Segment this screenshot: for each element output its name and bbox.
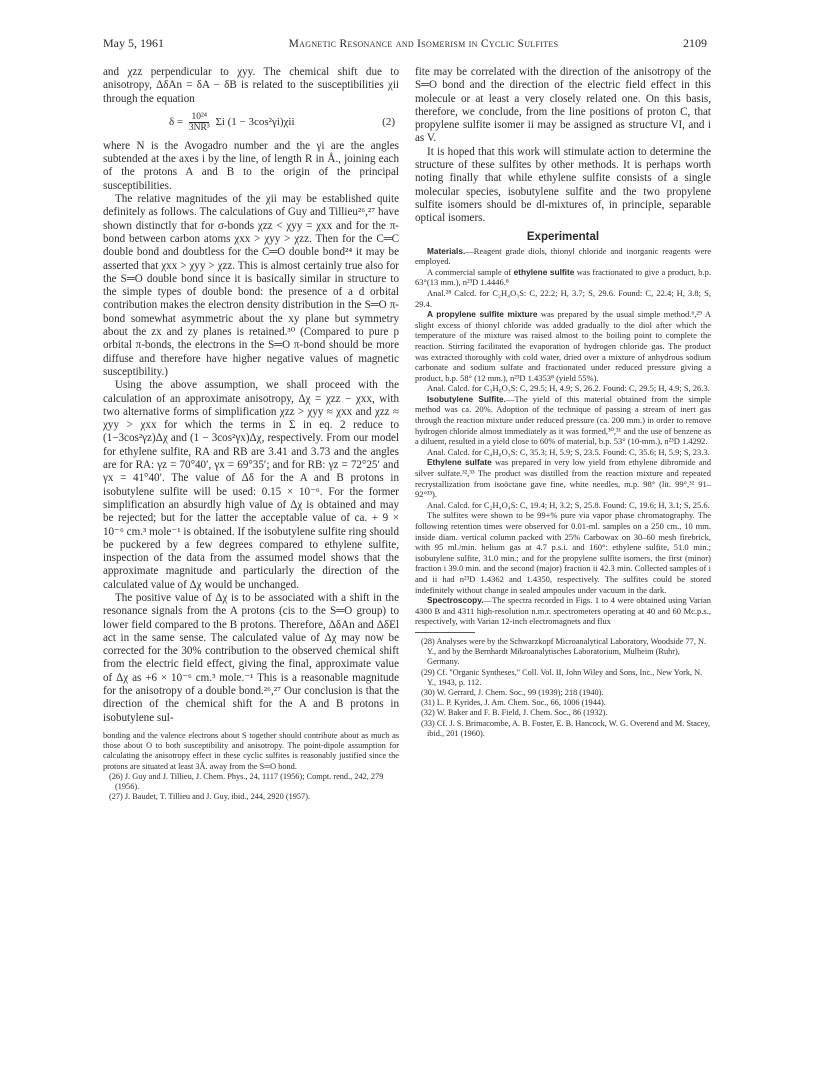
left-footnotes <box>103 731 399 802</box>
materials-paragraph <box>415 246 711 267</box>
equation-fraction <box>189 112 210 133</box>
footnote-29: (29) Cf. "Organic Syntheses," Coll. Vol. II, John Wiley and Sons, Inc., New York, N. Y., 1943, p. 112. <box>421 667 703 687</box>
spectroscopy-paragraph <box>415 595 711 627</box>
ethylene-sulfite-text: was fractionated to give a product, b.p. 63°(13 mm.), n²³D 1.4446.⁸ <box>415 266 711 288</box>
materials-heading: Materials. <box>427 245 466 256</box>
ethylene-sulfite-intro: A commercial sample of <box>427 266 514 277</box>
footnote-26: (26) J. Guy and J. Tillieu, J. Chem. Phys., 24, 1117 (1956); Compt. rend., 242, 279 (1956). <box>109 771 384 791</box>
footnote-continuation: bonding and the valence electrons about S together should contribute about as much as those about O to both susceptibility and anisotropy. The point-dipole assumption for calculating the anisotropy effect in these cyclic sulfites is reasonably justified since the protons are situated at least 3Å. away from the S═O bond. <box>103 730 399 771</box>
right-footnotes <box>415 637 711 739</box>
equation-lhs: δ = <box>169 115 184 128</box>
isobutylene-sulfite-text: —The yield of this material obtained from the simple method was ca. 20%. Adoption of the technique of passing a stream of inert gas through the reaction mixture under reduced pressure (ca. 200 mm.) in order to remove hydrogen chloride almost immediately as it was formed,³⁰,³¹ and the use of benzene as a diluent, resulted in a yield close to 60% of material, b.p. 53° (10-mm.), n²³D 1.4292. <box>415 393 711 447</box>
ethylene-sulfite-paragraph <box>415 267 711 288</box>
page-header <box>103 36 707 52</box>
ethylene-sulfate-text: was prepared in very low yield from ethylene dibromide and silver sulfate.³²,³³ The product was distilled from the reaction mixture and repeated recrystallization from isoöctane gave fine, white needles, m.p. 98° (lit. 99°,³² 91–92°³³). <box>415 457 711 500</box>
equation-body <box>169 112 295 133</box>
left-paragraph-5: The positive value of Δχ is to be associated with a shift in the resonance signals from the A protons (cis to the S═O group) to lower field compared to the B protons. Therefore, ΔδAn and ΔδEl act in the same sense. The calculated value of Δχ may now be corrected for the 30% contribution to the observed chemical shift from the electric field effect, giving the final, approximate value of Δχ as +6 × 10⁻⁶ cm.³ mole.⁻¹ This is a reasonable magnitude for the anisotropy of a double bond.²⁶,²⁷ Our conclusion is that the direction of the chemical shift for the A and B protons in isobutylene sul- <box>103 591 399 724</box>
left-paragraph-4: Using the above assumption, we shall proceed with the calculation of an approximate anisotropy, Δχ = χzz − χxx, with two alternative forms of simplification χzz > χyy ≈ χxx and χzz ≈ χyy > χxx for which the terms in Σ in eq. 2 reduce to (1−3cos²γz)Δχ and (1 − 3cos²γx)Δχ, respectively. From our model for ethylene sulfite, RA and RB are 3.41 and 3.73 and the angles are for RA: γz = 70°40′, γx = 69°35′; and for RB: γz = 72°25′ and γx = 41°40′. The value of Δδ for the A and B protons in isobutylene sulfite will be used: 0.15 × 10⁻⁶. For the former simplification an absurdly high value of Δχ is obtained and may be rejected; but for the latter the acceptable value of ca. + 9 × 10⁻⁶ cm.³ mole⁻¹ is obtained. If the isobutylene sulfite ring should be puckered by a few degrees compared to ethylene sulfite, inspection of the data from the assumed model shows that the approximate magnitude and particularly the direction of the calculated value of Δχ would be unchanged. <box>103 379 399 591</box>
materials-text: —Reagent grade diols, thionyl chloride and inorganic reagents were employed. <box>415 245 711 267</box>
analysis-ethylene-sulfate: Anal. Calcd. for C₂H₄O₄S: C, 19.4; H, 3.2; S, 25.8. Found: C, 19.6; H, 3.1; S, 25.6. <box>427 499 710 510</box>
analysis-isobutylene-sulfite: Anal. Calcd. for C₄H₈O₃S: C, 35.3; H, 5.9; S, 23.5. Found: C, 35.6; H, 5.9; S, 23.3. <box>427 446 710 457</box>
ethylene-sulfate-heading: Ethylene sulfate <box>427 457 492 468</box>
footnote-28: (28) Analyses were by the Schwarzkopf Microanalytical Laboratory, Woodside 77, N. Y., and by the Bernhardt Mikroanalytisches Laboratorium, Mulheim (Ruhr), Germany. <box>421 636 707 667</box>
equation-numerator: 10²⁴ <box>191 111 208 122</box>
ethylene-sulfite-heading: ethylene sulfite <box>513 266 575 277</box>
isobutylene-sulfite-heading: Isobutylene Sulfite. <box>427 393 506 404</box>
footnote-divider <box>415 632 475 633</box>
footnote-27: (27) J. Baudet, T. Tillieu and J. Guy, ibid., 244, 2920 (1957). <box>109 792 311 802</box>
footnote-32: (32) W. Baker and F. B. Field, J. Chem. Soc., 86 (1932). <box>421 708 608 718</box>
equation-denominator: 3NR³ <box>188 122 210 133</box>
right-column <box>415 66 711 739</box>
spectroscopy-text: —The spectra recorded in Figs. 1 to 4 were obtained using Varian 4300 B and 4311 high-resolution n.m.r. spectrometers operating at 40 and 60 Mc.p.s., respectively, with Varian 12-inch electromagnets and flux <box>415 595 711 627</box>
header-page-number: 2109 <box>683 36 707 50</box>
analysis-ethylene-sulfite: Anal.²⁸ Calcd. for C₂H₄O₃S: C, 22.2; H, 3.7; S, 29.6. Found: C, 22.4; H, 3.8; S, 29.4. <box>415 287 711 309</box>
footnote-33: (33) Cf. J. S. Brimacombe, A. B. Foster, E. B. Hancock, W. G. Overend and M. Stacey, ibid., 201 (1960). <box>421 718 711 738</box>
footnote-31: (31) L. P. Kyrides, J. Am. Chem. Soc., 66, 1006 (1944). <box>421 698 606 708</box>
ethylene-sulfate-paragraph <box>415 457 711 499</box>
chromatography-paragraph: The sulfites were shown to be 99+% pure via vapor phase chromatography. The following retention times were observed for 0.01-ml. samples on a 250 cm., 10 mm. inside diam. vertical column packed with 25% Carbowax on 30–60 mesh firebrick, with 95 ml./min. helium gas at 4.7 p.s.i. and 160°: ethylene sulfite, 51.0 min.; isobutylene sulfite, 31.0 min.; and for the propylene sulfite isomers, the first (minor) fraction i 39.0 min. and the second (major) fraction ii 42.3 min. Collected samples of i and ii had n²³D 1.4362 and 1.4350, respectively. The sulfites could be stored indefinitely without change in sealed ampoules under vacuum in the dark. <box>415 510 711 595</box>
isobutylene-sulfite-paragraph <box>415 394 711 447</box>
left-paragraph-2: where N is the Avogadro number and the γi are the angles subtended at the axes i by the line, of length R in Å., joining each of the protons A and B to the origin of the principal susceptibilities. <box>103 139 399 192</box>
right-paragraph-2: It is hoped that this work will stimulate action to determine the structure of these sulfites by other methods. It is perhaps worth noting finally that while ethylene sulfite consists of a single molecular species, isobutylene sulfite and the two propylene sulfite isomers should be dl-mixtures of, in principle, separable optical isomers. <box>415 145 711 225</box>
right-paragraph-1: fite may be correlated with the direction of the anisotropy of the S═O bond and the direction of the electric field effect in this molecule or at least a very closely related one. On this basis, therefore, we conclude, from the line positions of proton C, that propylene sulfite isomer ii may be assigned as structure VI, and i as V. <box>415 66 711 145</box>
spectroscopy-heading: Spectroscopy. <box>427 595 484 606</box>
header-date: May 5, 1961 <box>103 36 164 50</box>
analysis-propylene-sulfite: Anal. Calcd. for C₃H₆O₃S: C, 29.5; H, 4.9; S, 26.2. Found: C, 29.5; H, 4.9; S, 26.3. <box>427 383 710 394</box>
left-column <box>103 66 399 802</box>
propylene-sulfite-paragraph <box>415 309 711 383</box>
left-paragraph-1: and χzz perpendicular to χyy. The chemical shift due to anisotropy, ΔδAn = δA − δB is related to the susceptibilities χii through the equation <box>103 66 399 105</box>
left-paragraph-3: The relative magnitudes of the χii may be established quite definitely as follows. The calculations of Guy and Tillieu²⁶,²⁷ have shown distinctly that for σ-bonds χzz < χyy = χxx and for the π-bond between carbon atoms χxx > χyy > χzz. Then for the C═C double bond and doubtless for the C═O double bond²⁴ it may be asserted that χxx > χyy > χzz. This is almost certainly true also for the S═O double bond since it is basically similar in structure to the simple types of double bond: the presence of a d orbital contribution makes the electron density distribution in the S═O π-bond somewhat asymmetric about the xy plane but symmetry about the zx and zy planes is retained.³⁰ (Compared to pure p orbital π-bonds, the electrons in the S═O π-bond should be more diffuse and therefore have higher negative values of magnetic susceptibility.) <box>103 193 399 378</box>
footnote-30: (30) W. Gerrard, J. Chem. Soc., 99 (1939); 218 (1940). <box>421 687 604 697</box>
propylene-sulfite-text: was prepared by the usual simple method.⁶,²⁹ A slight excess of thionyl chloride was added gradually to the diol after which the temperature of the mixture was raised almost to the boiling point to complete the reaction. Stirring facilitated the evaporation of hydrogen chloride gas. The product was extracted thoroughly with cold water, dried over a mixture of anhydrous sodium carbonate and sodium sulfate and fractionated under reduced pressure giving a product, b.p. 58° (12 mm.), n²³D 1.4353⁸ (yield 55%). <box>415 309 711 383</box>
header-title: Magnetic Resonance and Isomerism in Cyclic Sulfites <box>288 38 559 50</box>
equation-number: (2) <box>382 116 395 129</box>
equation-rhs: Σi (1 − 3cos²γi)χii <box>215 115 295 128</box>
equation-2 <box>103 112 399 133</box>
propylene-sulfite-heading: A propylene sulfite mixture <box>427 309 538 320</box>
section-title-experimental: Experimental <box>526 230 600 243</box>
